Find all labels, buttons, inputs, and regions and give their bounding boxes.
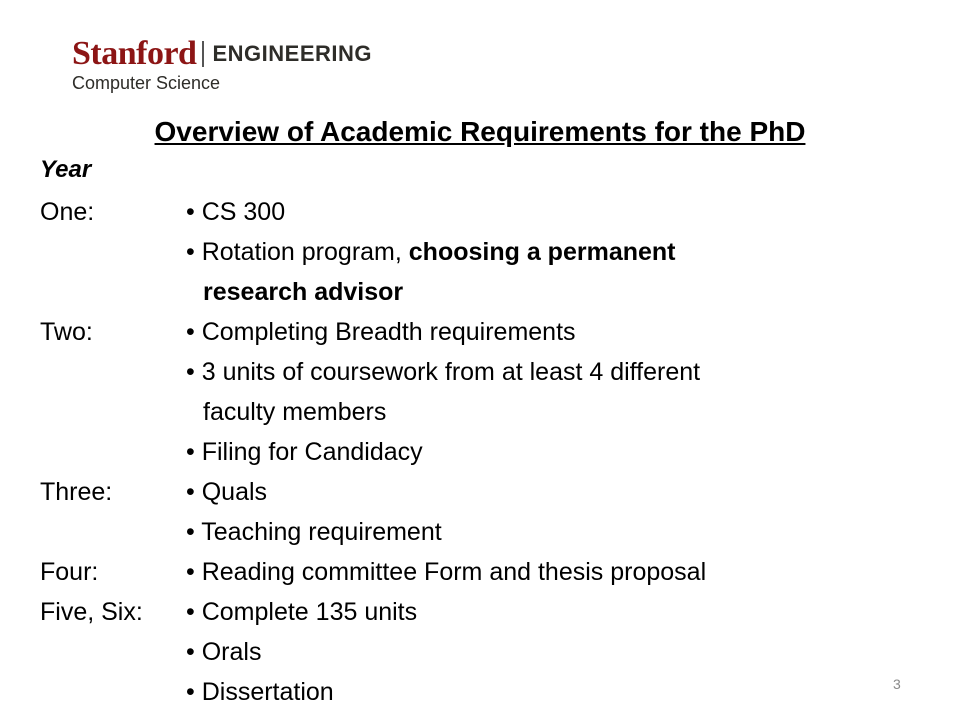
- requirement-line: [40, 632, 900, 672]
- slide-title: Overview of Academic Requirements for the PhD: [154, 116, 806, 147]
- requirement-line: [40, 672, 900, 712]
- bullet: •: [186, 678, 195, 706]
- year-label-one: One:: [40, 198, 95, 226]
- requirement-line: [40, 232, 900, 272]
- year-row: [40, 192, 900, 232]
- logo-engineering-wordmark: ENGINEERING: [212, 41, 372, 66]
- requirement-item: [186, 592, 417, 632]
- requirement-line: [40, 512, 900, 552]
- requirement-item: [186, 232, 676, 272]
- bullet: •: [186, 358, 195, 386]
- bullet: •: [186, 518, 195, 546]
- bullet: •: [186, 638, 195, 666]
- requirement-text: Teaching requirement: [201, 518, 442, 546]
- year-row: [40, 552, 900, 592]
- year-row: [40, 472, 900, 512]
- page-number: 3: [893, 676, 901, 692]
- bullet: •: [186, 198, 195, 226]
- logo-department: Computer Science: [72, 73, 221, 93]
- year-label-four: Four:: [40, 558, 99, 586]
- stanford-engineering-logo: [72, 34, 372, 94]
- requirement-item: [186, 632, 261, 672]
- requirement-line: [40, 392, 900, 432]
- requirements-list: [40, 192, 900, 712]
- requirement-text: Rotation program,: [201, 238, 402, 266]
- requirement-item: [186, 512, 442, 552]
- year-column-header: Year: [40, 156, 92, 183]
- requirement-item: [186, 552, 706, 592]
- year-row: [40, 592, 900, 632]
- requirement-text: 3 units of coursework from at least 4 different: [201, 358, 701, 386]
- bullet: •: [186, 558, 195, 586]
- requirement-line: [40, 272, 900, 312]
- requirement-item: [186, 312, 576, 352]
- requirement-continuation: faculty members: [203, 398, 387, 426]
- requirement-text: Dissertation: [201, 678, 334, 706]
- bullet: •: [186, 598, 195, 626]
- bullet: •: [186, 318, 195, 346]
- requirement-item: [186, 672, 334, 712]
- requirement-text: Orals: [201, 638, 262, 666]
- requirement-text: Completing Breadth requirements: [201, 318, 576, 346]
- requirement-text: Quals: [201, 478, 268, 506]
- requirement-item: [186, 352, 700, 392]
- requirement-item: [186, 192, 285, 232]
- requirement-text: Filing for Candidacy: [201, 438, 423, 466]
- requirement-text: Complete 135 units: [201, 598, 418, 626]
- requirement-line: [40, 352, 900, 392]
- logo-top-row: [72, 34, 372, 74]
- year-label-three: Three:: [40, 478, 113, 506]
- year-row: [40, 312, 900, 352]
- logo-divider: [202, 41, 204, 67]
- year-label-two: Two:: [40, 318, 93, 346]
- requirement-continuation: research advisor: [203, 278, 404, 306]
- bullet: •: [186, 478, 195, 506]
- bullet: •: [186, 438, 195, 466]
- requirement-emphasis: choosing a permanent: [408, 238, 676, 266]
- logo-stanford-wordmark: Stanford: [72, 35, 197, 72]
- requirement-item: [186, 432, 423, 472]
- requirement-text: Reading committee Form and thesis proposal: [201, 558, 707, 586]
- requirement-line: [40, 432, 900, 472]
- year-label-five-six: Five, Six:: [40, 598, 143, 626]
- bullet: •: [186, 238, 195, 266]
- requirement-text: CS 300: [201, 198, 286, 226]
- requirement-item: [186, 472, 267, 512]
